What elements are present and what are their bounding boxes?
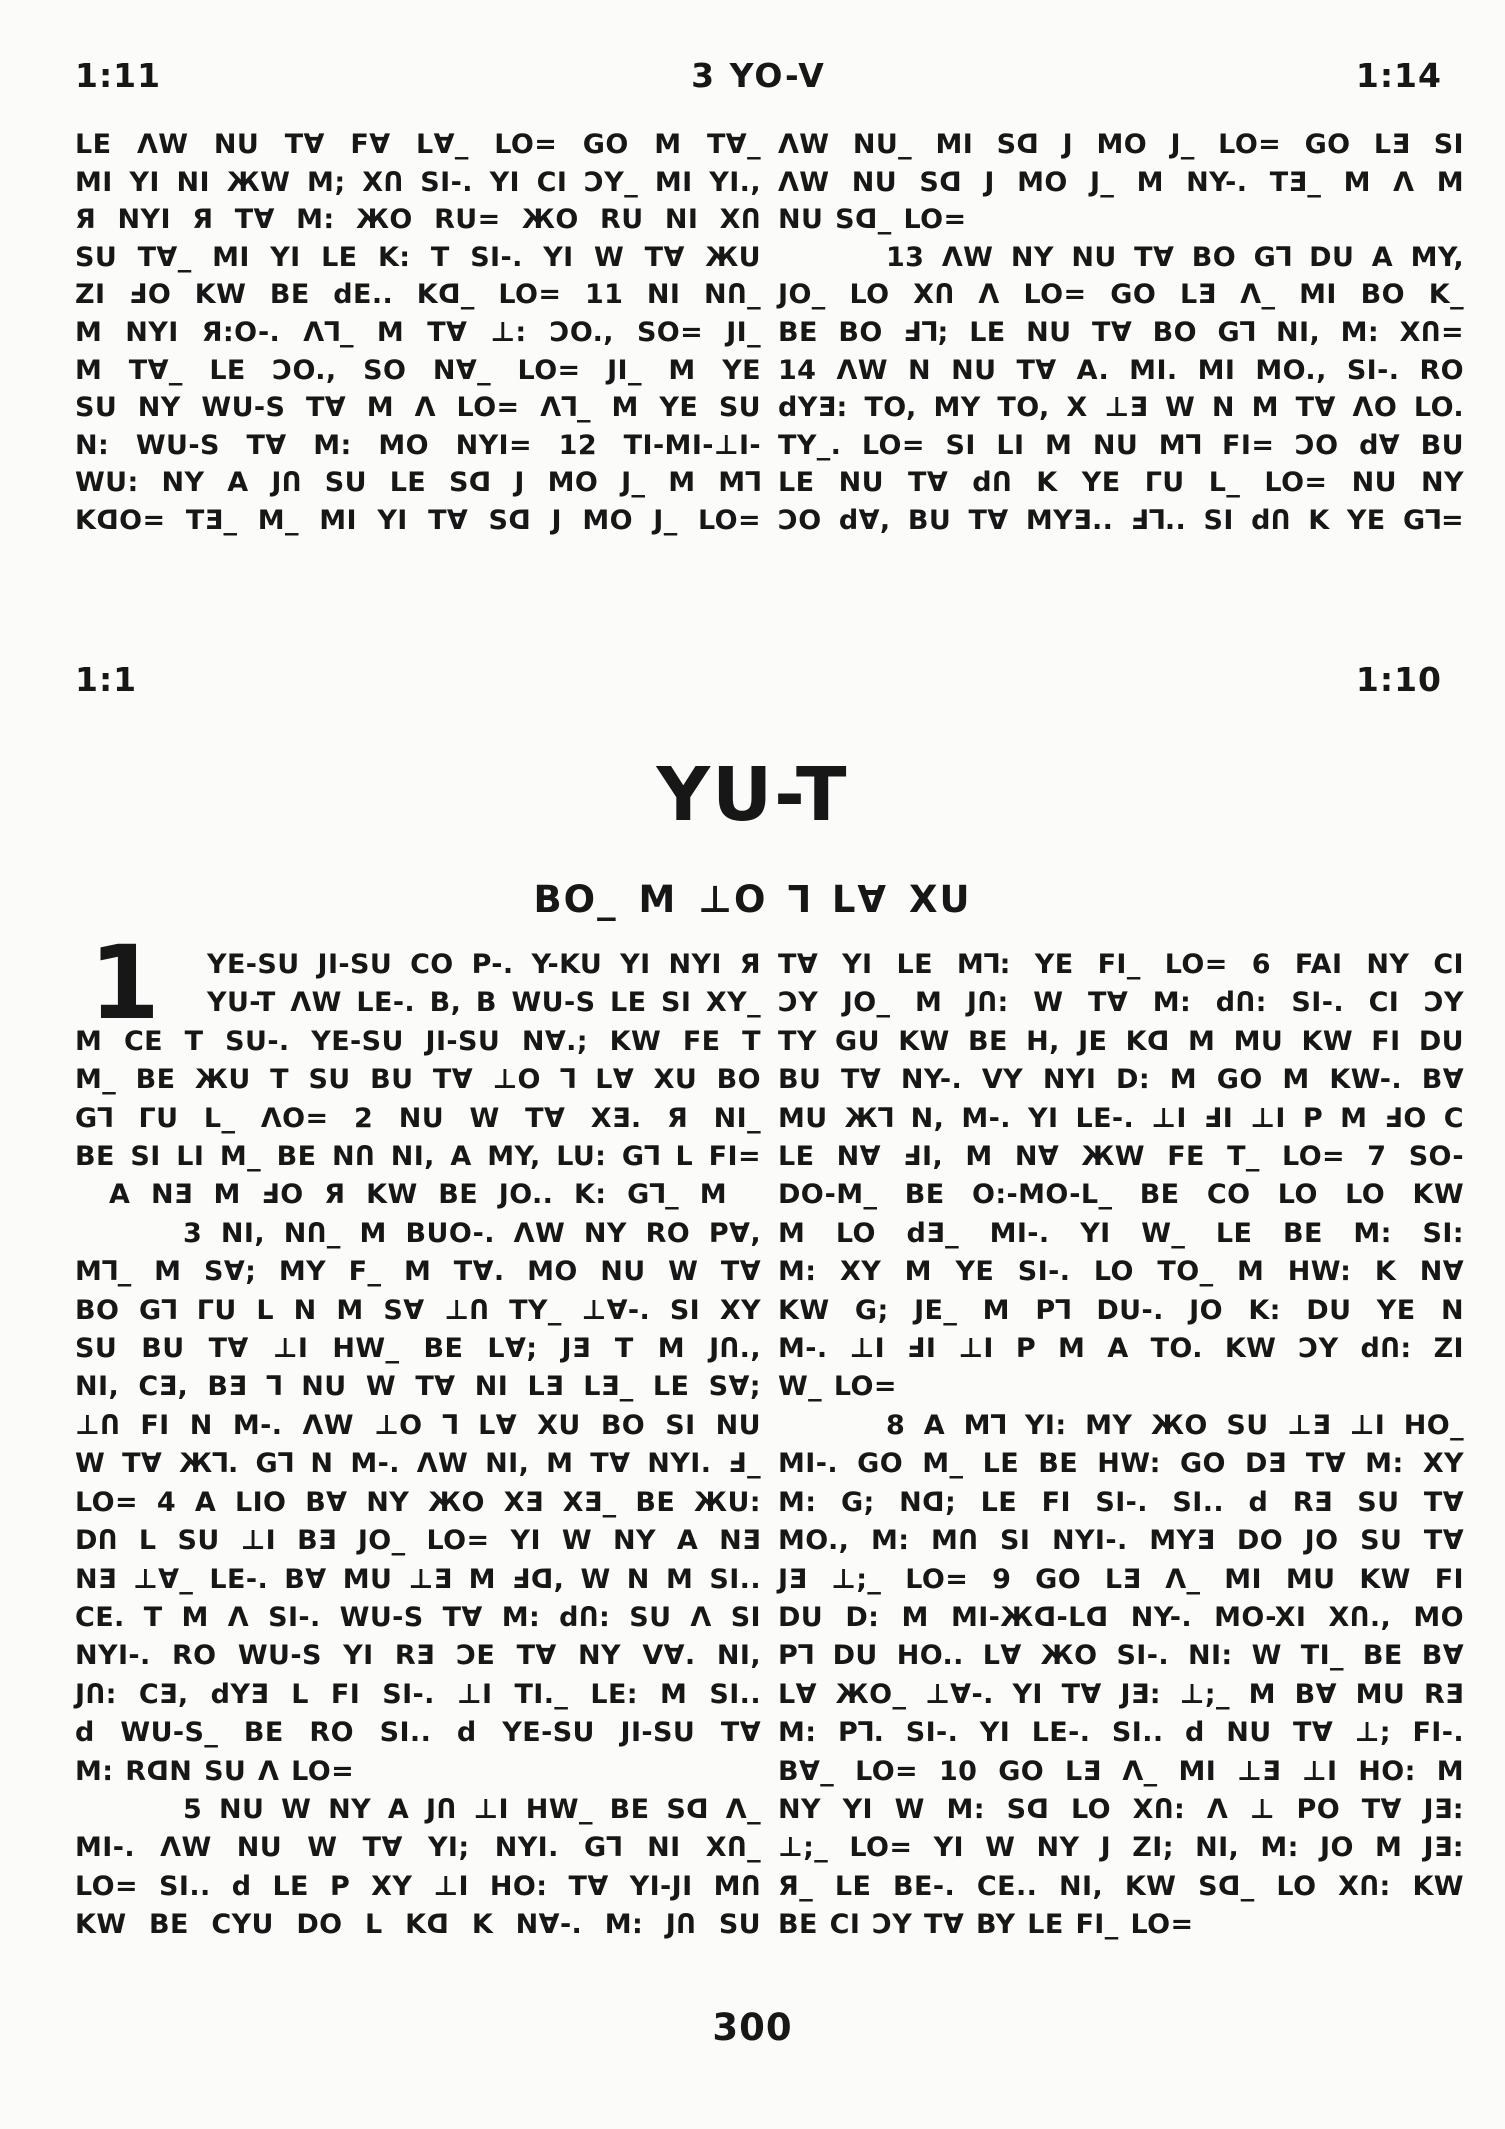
text-line: M: RᗡN SU Λ LO= [75, 1755, 355, 1787]
text-line: M: XY M YE SI-. LO TO_ M HW: K N∀ [778, 1256, 1464, 1288]
text-line: MI YI NI ЖW M; XՈ SI-. YI CI ƆY_ MI YI., [75, 166, 761, 198]
text-line: DU D: M MI-Жᗡ-Lᗡ NY-. MO-XI XՈ., MO [778, 1601, 1464, 1633]
text-line: P⅂ DU HO.. L∀ ЖO SI-. NI: W TI_ BE B∀ [778, 1640, 1464, 1672]
text-line: ƆY JO_ M JՈ: W T∀ M: dՈ: SI-. CI ƆY [778, 987, 1464, 1019]
text-line: B∀_ LO= 10 GO LƎ Λ_ MI ⊥Ǝ ⊥I HO: M [778, 1755, 1464, 1787]
text-line: ΛW NU Sᗡ J MO J_ M NY-. TƎ_ M Λ M [778, 166, 1464, 198]
text-line: CE. T M Λ SI-. WU-S T∀ M: dՈ: SU Λ SI [75, 1601, 761, 1633]
body-left-column [75, 924, 761, 1945]
text-line: W_ LO= [778, 1371, 897, 1403]
text-line: dYƎ: TO, MY TO, X ⊥Ǝ W N M T∀ ΛO LO. [778, 392, 1464, 424]
text-line: LE ΛW NU T∀ F∀ L∀_ LO= GO M T∀_ [75, 129, 761, 160]
text-line: NƎ ⊥∀_ LE-. B∀ MU ⊥Ǝ M Ⅎᗡ, W N M SI.. [75, 1563, 761, 1595]
text-line: NU Sᗡ_ LO= [778, 204, 967, 236]
text-line: ⊥;_ LO= YI W NY J ZI; NI, M: JO M JƎ: [778, 1832, 1464, 1864]
text-line: JՈ: CƎ, dYƎ L FI SI-. ⊥I TI._ LE: M SI.. [75, 1678, 761, 1710]
text-line: T∀ YI LE M⅂: YE FI_ LO= 6 FAI NY CI [778, 949, 1464, 980]
text-line: MI-. GO M_ LE BE HW: GO DƎ T∀ M: XY [778, 1448, 1464, 1480]
running-verse-ref-right: 1:14 [1355, 56, 1442, 95]
text-line: NI, CƎ, BƎ ⅂ NU W T∀ NI LƎ LƎ_ LE S∀; [75, 1371, 761, 1403]
text-line: M NYI Я:O-. Λ⅂_ M T∀ ⊥: ƆO., SO= JI_ [75, 316, 761, 348]
text-line: LE N∀ ℲI, M N∀ ЖW FE T_ LO= 7 SO- [778, 1141, 1464, 1173]
book-subtitle: BO_ M ⊥O ⅂ L∀ XU [533, 878, 972, 921]
text-line: YU-T ΛW LE-. B, B WU-S LE SI XY_ [207, 987, 761, 1019]
text-line: Я NYI Я T∀ M: ЖO RU= ЖO RU NI XՈ [75, 204, 761, 236]
running-verse-ref-left: 1:11 [75, 56, 162, 95]
top-text-section [75, 126, 1465, 540]
top-left-column [75, 126, 761, 540]
text-line: 5 NU W NY A JՈ ⊥I HW_ BE Sᗡ Λ_ [183, 1793, 761, 1825]
chapter-ref-left: 1:1 [75, 660, 138, 699]
text-line: TY_. LO= SI LI M NU M⅂ FI= ƆO d∀ BU [778, 429, 1464, 461]
text-line: WU: NY A JՈ SU LE Sᗡ J MO J_ M M⅂ [75, 467, 761, 499]
text-line: DO-M_ BE O:-MO-L_ BE CO LO LO KW [778, 1179, 1464, 1211]
text-line: M CE T SU-. YE-SU JI-SU N∀.; KW FE T [75, 1025, 761, 1057]
running-book-title: 3 YO-V [691, 56, 826, 95]
text-line: KW G; JE_ M P⅂ DU-. JO K: DU YE N [778, 1294, 1464, 1326]
text-line: G⅂ ΓU L_ ΛO= 2 NU W T∀ XƎ. Я NI_ [75, 1102, 761, 1134]
text-line: 13 ΛW NY NU T∀ BO G⅂ DU A MY, [886, 241, 1464, 273]
text-line: M: P⅂. SI-. YI LE-. SI.. d NU T∀ ⊥; FI-. [778, 1717, 1464, 1749]
text-line: JƎ ⊥;_ LO= 9 GO LƎ Λ_ MI MU KW FI [778, 1563, 1464, 1595]
text-line: KW BE CYU DO L Kᗡ K N∀-. M: JՈ SU [75, 1909, 761, 1941]
text-line: LE NU T∀ dՈ K YE ΓU L_ LO= NU NY [778, 467, 1464, 499]
text-line: N: WU-S T∀ M: MO NYI= 12 TI-MI-⊥I- [75, 429, 761, 461]
text-line: 8 A M⅂ YI: MY ЖO SU ⊥Ǝ ⊥I HO_ [886, 1409, 1464, 1441]
text-line: L∀ ЖO_ ⊥∀-. YI T∀ JƎ: ⊥;_ M B∀ MU RƎ [778, 1678, 1464, 1710]
text-line: TY GU KW BE H, JE Kᗡ M MU KW FI DU [778, 1025, 1464, 1057]
text-line: M-. ⊥I ℲI ⊥I P M A TO. KW ƆY dՈ: ZI [778, 1333, 1464, 1365]
chapter-number-drop-cap: 1 [89, 924, 160, 1043]
body-text-section [75, 924, 1465, 1945]
running-header [75, 56, 1442, 95]
body-right-column [778, 946, 1464, 1945]
text-line: A NƎ M ℲO Я KW BE JO.. K: G⅂_ M [109, 1179, 727, 1211]
text-line: SU BU T∀ ⊥I HW_ BE L∀; JƎ T M JՈ., [75, 1333, 761, 1365]
text-line: ZI ℲO KW BE dE.. Kᗡ_ LO= 11 NI NՈ_ [75, 279, 761, 311]
text-line: MI-. ΛW NU W T∀ YI; NYI. G⅂ NI XՈ_ [75, 1832, 761, 1864]
text-line: 3 NI, NՈ_ M BUO-. ΛW NY RO P∀, [183, 1217, 761, 1249]
text-line: BE SI LI M_ BE NՈ NI, A MY, LU: G⅂ L FI= [75, 1141, 761, 1173]
text-line: SU NY WU-S T∀ M Λ LO= Λ⅂_ M YE SU [75, 392, 761, 424]
text-line: NYI-. RO WU-S YI RƎ ƆE T∀ NY V∀. NI, [75, 1640, 761, 1672]
text-line: BE BO Ⅎ⅂; LE NU T∀ BO G⅂ NI, M: XՈ= [778, 316, 1464, 348]
text-line: ⊥Ո FI N M-. ΛW ⊥O ⅂ L∀ XU BO SI NU [75, 1409, 761, 1441]
text-line: NY YI W M: Sᗡ LO XՈ: Λ ⊥ PO T∀ JƎ: [778, 1793, 1464, 1825]
text-line: SU T∀_ MI YI LE K: T SI-. YI W T∀ ЖU [75, 241, 761, 273]
text-line: KᗡO= TƎ_ M_ MI YI T∀ Sᗡ J MO J_ LO= [75, 504, 761, 536]
text-line: DՈ L SU ⊥I BƎ JO_ LO= YI W NY A NƎ [75, 1525, 761, 1557]
text-line: BU T∀ NY-. VY NYI D: M GO M KW-. B∀ [778, 1064, 1464, 1096]
text-line: d WU-S_ BE RO SI.. d YE-SU JI-SU T∀ [75, 1717, 761, 1749]
text-line: ƆO d∀, BU T∀ MYƎ.. Ⅎ⅂.. SI dՈ K YE G⅂= [778, 504, 1464, 536]
text-line: MO., M: MՈ SI NYI-. MYƎ DO JO SU T∀ [778, 1525, 1464, 1557]
text-line: M_ BE ЖU T SU BU T∀ ⊥O ⅂ L∀ XU BO [75, 1064, 761, 1096]
text-line: JO_ LO XՈ Λ LO= GO LƎ Λ_ MI BO K_ [778, 279, 1464, 311]
chapter-refs-row [75, 660, 1442, 699]
top-right-column [778, 126, 1464, 540]
body-left-lines [75, 946, 761, 1945]
text-line: MU Ж⅂ N, M-. YI LE-. ⊥I ℲI ⊥I P M ℲO C [778, 1102, 1464, 1134]
text-line: M⅂_ M S∀; MY F_ M T∀. MO NU W T∀ [75, 1256, 761, 1288]
text-line: Я_ LE BE-. CE.. NI, KW Sᗡ_ LO XՈ: KW [778, 1870, 1464, 1902]
page-number: 300 [712, 2006, 793, 2049]
text-line: M T∀_ LE ƆO., SO N∀_ LO= JI_ M YE [75, 354, 761, 386]
text-line: 14 ΛW N NU T∀ A. MI. MI MO., SI-. RO [778, 354, 1464, 386]
book-title: YU-T [656, 752, 849, 838]
text-line: YE-SU JI-SU CO P-. Y-KU YI NYI Я [207, 949, 761, 980]
text-line: LO= SI.. d LE P XY ⊥I HO: T∀ YI-JI MՈ [75, 1870, 761, 1902]
text-line: M: G; Nᗡ; LE FI SI-. SI.. d RƎ SU T∀ [778, 1486, 1464, 1518]
text-line: M LO dƎ_ MI-. YI W_ LE BE M: SI: [778, 1217, 1464, 1249]
text-line: W T∀ Ж⅂. G⅂ N M-. ΛW NI, M T∀ NYI. Ⅎ_ [75, 1448, 761, 1480]
text-line: LO= 4 A LIO B∀ NY ЖO XƎ XƎ_ BE ЖU: [75, 1486, 761, 1518]
text-line: BO G⅂ ΓU L N M S∀ ⊥Ո TY_ ⊥∀-. SI XY [75, 1294, 761, 1326]
text-line: BE CI ƆY T∀ BY LE FI_ LO= [778, 1909, 1194, 1941]
text-line: ΛW NU_ MI Sᗡ J MO J_ LO= GO LƎ SI [778, 129, 1464, 160]
chapter-ref-right: 1:10 [1355, 660, 1442, 699]
